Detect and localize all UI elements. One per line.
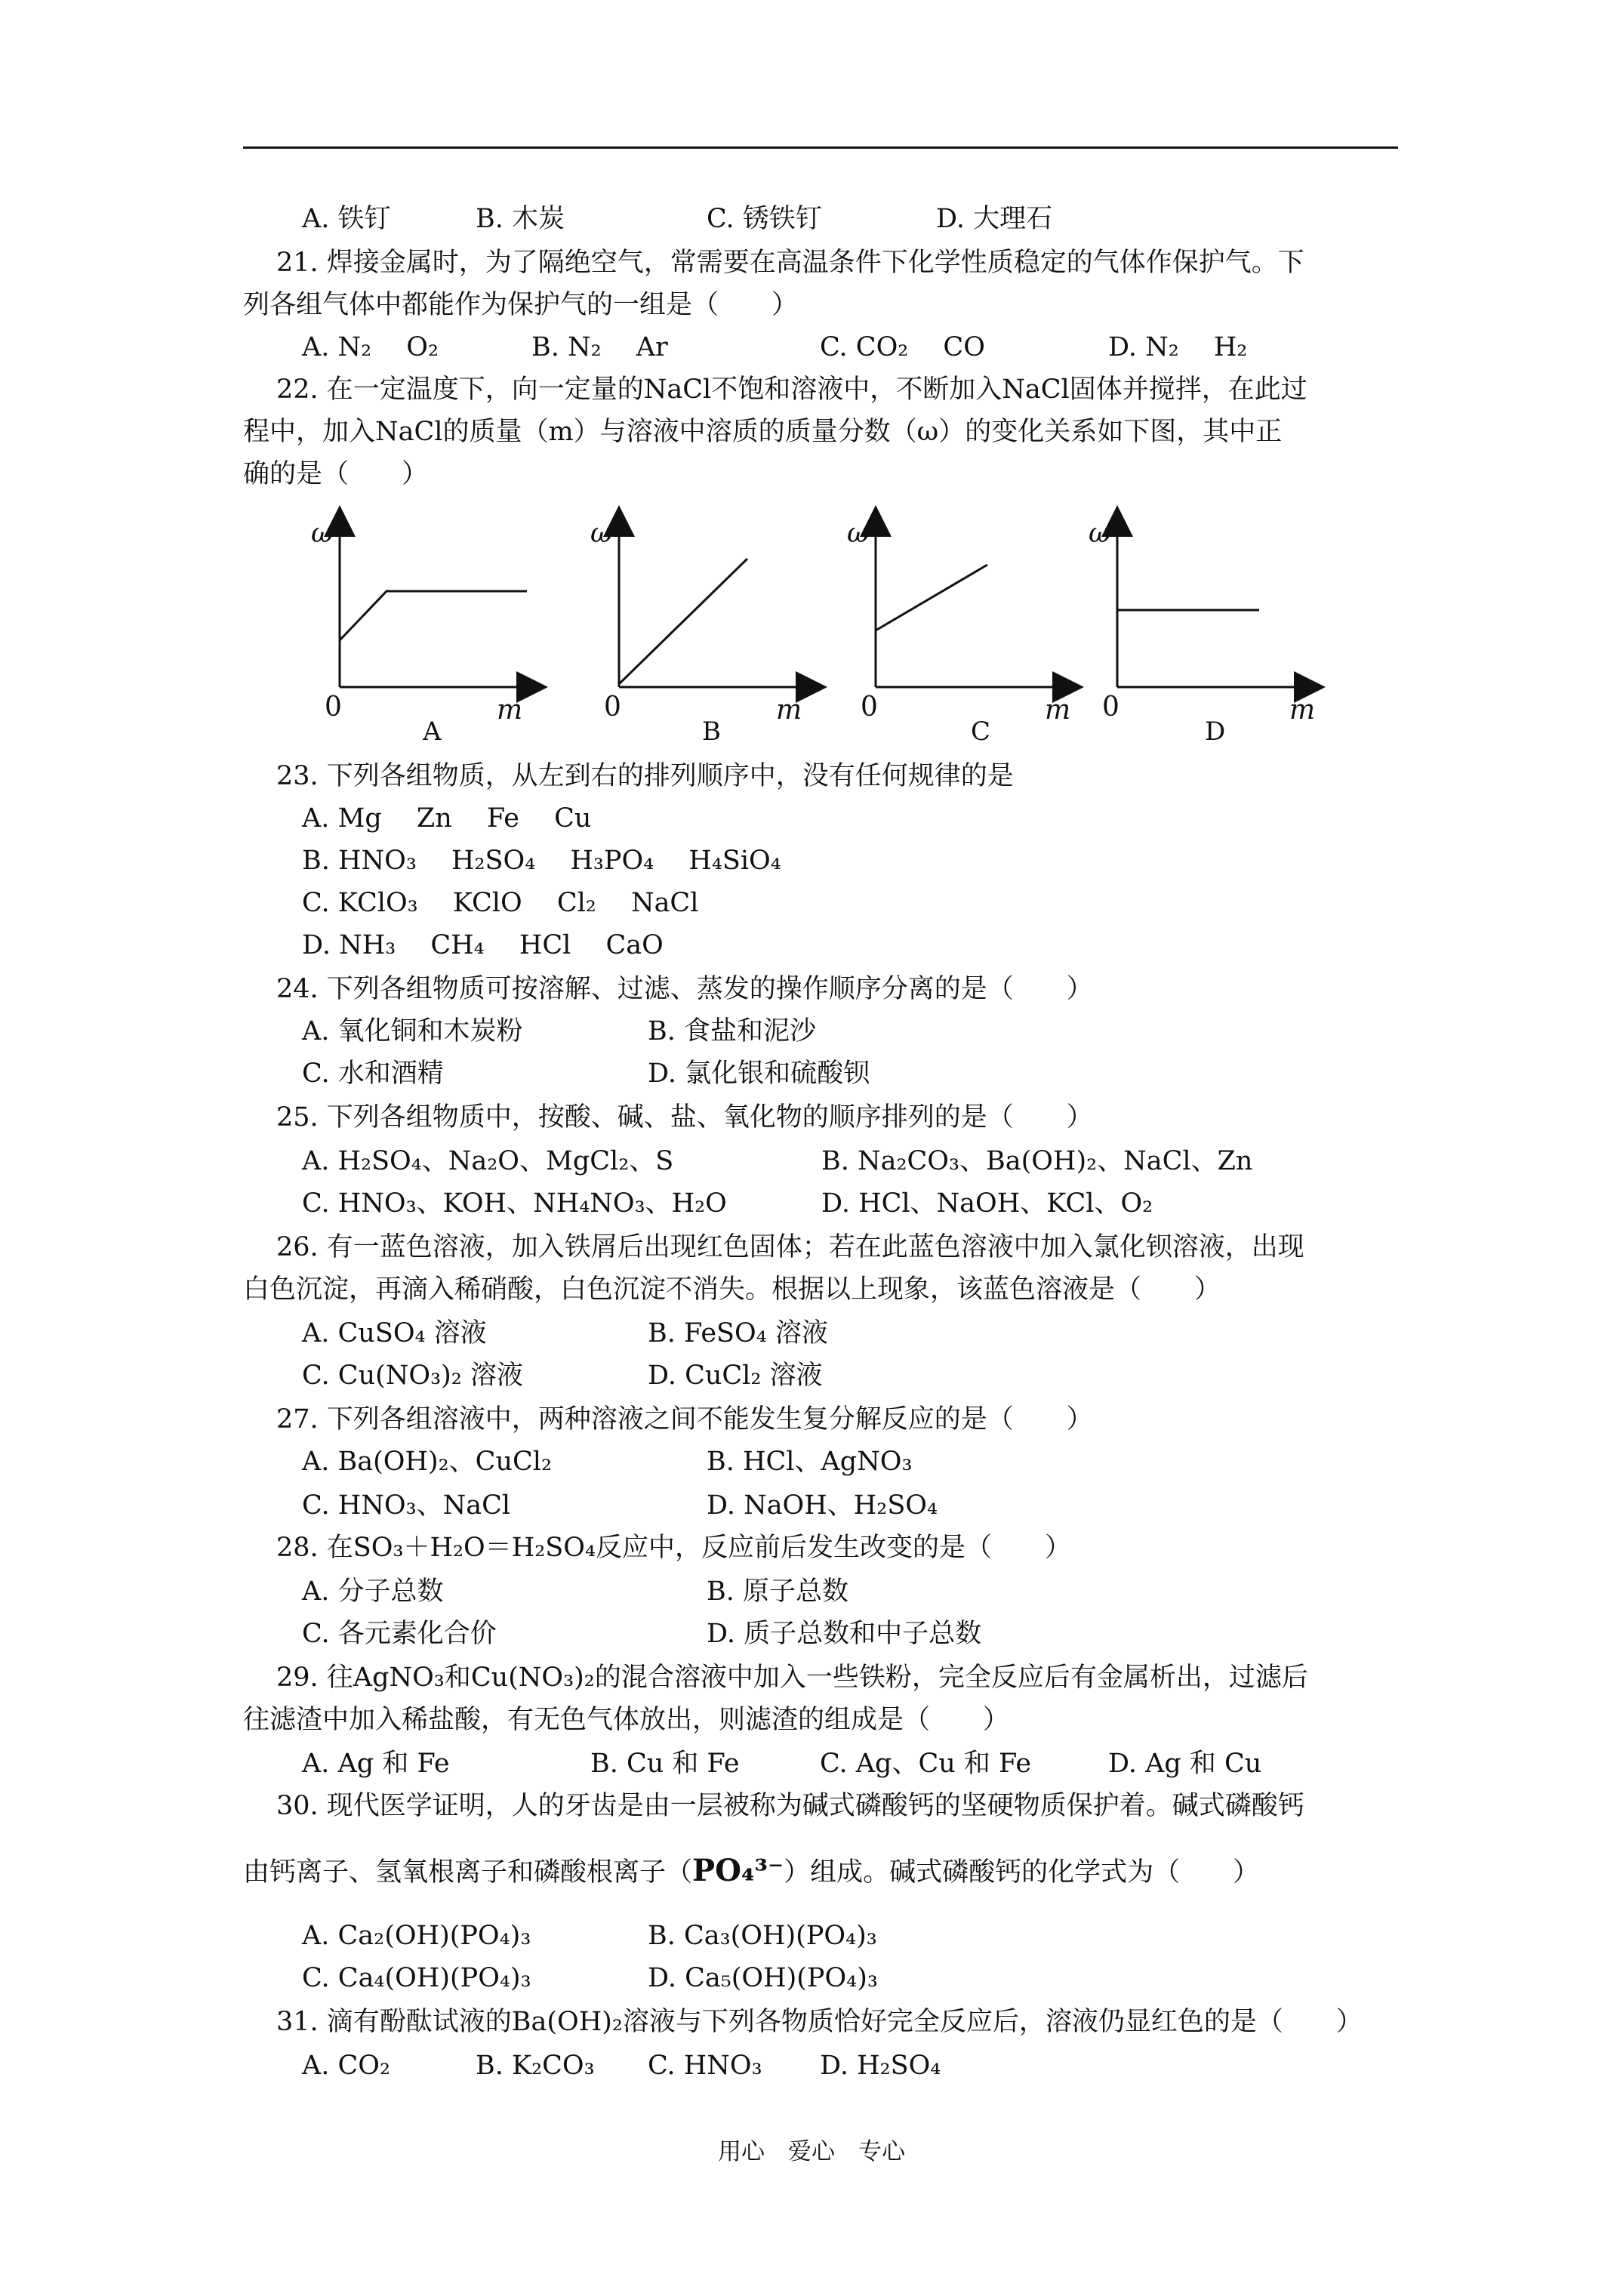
- q24-option-d: D. 氯化银和硫酸钡: [648, 1059, 870, 1089]
- q21-stem-line2: 列各组气体中都能作为保护气的一组是（ ）: [243, 290, 799, 320]
- q31-stem: 31. 滴有酚酞试液的Ba(OH)₂溶液与下列各物质恰好完全反应后，溶液仍显红色的是（ ）: [276, 2007, 1363, 2037]
- q31-option-d: D. H₂SO₄: [820, 2051, 941, 2081]
- q29-option-a: A. Ag 和 Fe: [302, 1749, 450, 1779]
- header-rule: [243, 146, 1398, 149]
- curve: [876, 565, 987, 630]
- q30-option-a: A. Ca₂(OH)(PO₄)₃: [302, 1921, 531, 1951]
- q28-option-d: D. 质子总数和中子总数: [707, 1619, 982, 1649]
- q31-option-c: C. HNO₃: [648, 2051, 762, 2081]
- origin-label: 0: [1102, 692, 1119, 723]
- q21-option-a: A. N₂ O₂: [302, 332, 439, 362]
- q23-option-c: C. KClO₃ KClO Cl₂ NaCl: [302, 888, 699, 918]
- curve: [619, 559, 747, 684]
- q21-option-c: C. CO₂ CO: [820, 332, 985, 362]
- q29-stem-line1: 29. 往AgNO₃和Cu(NO₃)₂的混合溶液中加入一些铁粉，完全反应后有金属析出，过滤后: [276, 1663, 1308, 1693]
- q22-stem-line1: 22. 在一定温度下，向一定量的NaCl不饱和溶液中，不断加入NaCl固体并搅拌，在此过: [276, 374, 1307, 405]
- q26-option-a: A. CuSO₄ 溶液: [302, 1318, 487, 1348]
- q22-graph-b: [581, 513, 823, 747]
- q22-graph-a: [302, 513, 544, 747]
- q27-option-b: B. HCl、AgNO₃: [707, 1447, 913, 1477]
- origin-label: 0: [604, 692, 621, 723]
- q29-option-c: C. Ag、Cu 和 Fe: [820, 1749, 1032, 1779]
- q27-stem: 27. 下列各组溶液中，两种溶液之间不能发生复分解反应的是（ ）: [276, 1404, 1093, 1435]
- q23-option-b: B. HNO₃ H₂SO₄ H₃PO₄ H₄SiO₄: [302, 846, 781, 876]
- q24-option-a: A. 氧化铜和木炭粉: [302, 1016, 523, 1046]
- q20-option-c: C. 锈铁钉: [707, 204, 822, 234]
- q31-option-a: A. CO₂: [302, 2051, 391, 2081]
- q24-option-b: B. 食盐和泥沙: [648, 1016, 816, 1046]
- x-axis-label: m: [1045, 695, 1071, 726]
- q28-option-c: C. 各元素化合价: [302, 1619, 497, 1649]
- graph-label: B: [702, 717, 721, 747]
- q27-option-d: D. NaOH、H₂SO₄: [707, 1490, 938, 1521]
- q27-option-a: A. Ba(OH)₂、CuCl₂: [302, 1447, 552, 1477]
- q26-stem-line2: 白色沉淀，再滴入稀硝酸，白色沉淀不消失。根据以上现象，该蓝色溶液是（ ）: [243, 1274, 1221, 1305]
- q25-option-b: B. Na₂CO₃、Ba(OH)₂、NaCl、Zn: [821, 1146, 1253, 1176]
- q22-stem-line2: 程中，加入NaCl的质量（m）与溶液中溶质的质量分数（ω）的变化关系如下图，其中正: [243, 417, 1283, 447]
- q25-stem: 25. 下列各组物质中，按酸、碱、盐、氧化物的顺序排列的是（ ）: [276, 1102, 1093, 1133]
- q28-option-a: A. 分子总数: [302, 1576, 444, 1607]
- q28-stem: 28. 在SO₃＋H₂O＝H₂SO₄反应中，反应前后发生改变的是（ ）: [276, 1533, 1071, 1563]
- origin-label: 0: [325, 692, 342, 723]
- q25-option-a: A. H₂SO₄、Na₂O、MgCl₂、S: [302, 1146, 674, 1176]
- y-axis-label: ω: [1089, 518, 1111, 549]
- q30-stem-line2: [243, 1854, 1259, 1889]
- q25-option-c: C. HNO₃、KOH、NH₄NO₃、H₂O: [302, 1188, 727, 1219]
- graph-label: D: [1205, 717, 1226, 747]
- q23-option-a: A. Mg Zn Fe Cu: [302, 803, 592, 834]
- q24-option-c: C. 水和酒精: [302, 1059, 444, 1089]
- q30-stem-line2-start: 由钙离子、氢氧根离子和磷酸根离子（: [243, 1857, 693, 1888]
- q24-stem: 24. 下列各组物质可按溶解、过滤、蒸发的操作顺序分离的是（ ）: [276, 974, 1093, 1004]
- q20-option-d: D. 大理石: [936, 204, 1053, 234]
- q30-stem-line2-end: ）组成。碱式磷酸钙的化学式为（ ）: [784, 1857, 1260, 1888]
- q22-graph-c: [838, 513, 1079, 747]
- x-axis-label: m: [497, 695, 523, 726]
- graph-label: A: [423, 717, 442, 747]
- graph-label: C: [971, 717, 991, 747]
- q30-option-b: B. Ca₃(OH)(PO₄)₃: [648, 1921, 877, 1951]
- q29-stem-line2: 往滤渣中加入稀盐酸，有无色气体放出，则滤渣的组成是（ ）: [243, 1705, 1010, 1735]
- q22-graph-d: [1079, 513, 1321, 747]
- q29-option-b: B. Cu 和 Fe: [590, 1749, 740, 1779]
- x-axis-label: m: [776, 695, 802, 726]
- q21-option-d: D. N₂ H₂: [1108, 332, 1248, 362]
- q26-option-d: D. CuCl₂ 溶液: [648, 1361, 823, 1391]
- q21-option-b: B. N₂ Ar: [531, 332, 668, 362]
- q31-option-b: B. K₂CO₃: [476, 2051, 595, 2081]
- q23-stem: 23. 下列各组物质，从左到右的排列顺序中，没有任何规律的是: [276, 761, 1014, 791]
- page-footer: 用心 爱心 专心: [718, 2138, 905, 2165]
- q27-option-c: C. HNO₃、NaCl: [302, 1490, 511, 1521]
- q22-stem-line3: 确的是（ ）: [243, 459, 429, 489]
- q30-option-c: C. Ca₄(OH)(PO₄)₃: [302, 1963, 531, 1993]
- y-axis-label: ω: [311, 518, 334, 549]
- q26-stem-line1: 26. 有一蓝色溶液，加入铁屑后出现红色固体；若在此蓝色溶液中加入氯化钡溶液，出现: [276, 1232, 1304, 1262]
- q30-option-d: D. Ca₅(OH)(PO₄)₃: [648, 1963, 878, 1993]
- y-axis-label: ω: [847, 518, 870, 549]
- q29-option-d: D. Ag 和 Cu: [1108, 1749, 1262, 1779]
- origin-label: 0: [861, 692, 878, 723]
- q20-option-a: A. 铁钉: [302, 204, 391, 234]
- q28-option-b: B. 原子总数: [707, 1576, 848, 1607]
- x-axis-label: m: [1289, 695, 1316, 726]
- q26-option-b: B. FeSO₄ 溶液: [648, 1318, 828, 1348]
- curve: [340, 591, 527, 640]
- phosphate-ion-formula: PO₄³⁻: [692, 1853, 784, 1888]
- q25-option-d: D. HCl、NaOH、KCl、O₂: [821, 1188, 1153, 1219]
- q26-option-c: C. Cu(NO₃)₂ 溶液: [302, 1361, 523, 1391]
- q21-stem-line1: 21. 焊接金属时，为了隔绝空气，常需要在高温条件下化学性质稳定的气体作保护气。下: [276, 248, 1304, 278]
- y-axis-label: ω: [590, 518, 613, 549]
- q30-stem-line1: 30. 现代医学证明，人的牙齿是由一层被称为碱式磷酸钙的坚硬物质保护着。碱式磷酸钙: [276, 1791, 1304, 1821]
- q20-option-b: B. 木炭: [476, 204, 565, 234]
- q23-option-d: D. NH₃ CH₄ HCl CaO: [302, 930, 664, 960]
